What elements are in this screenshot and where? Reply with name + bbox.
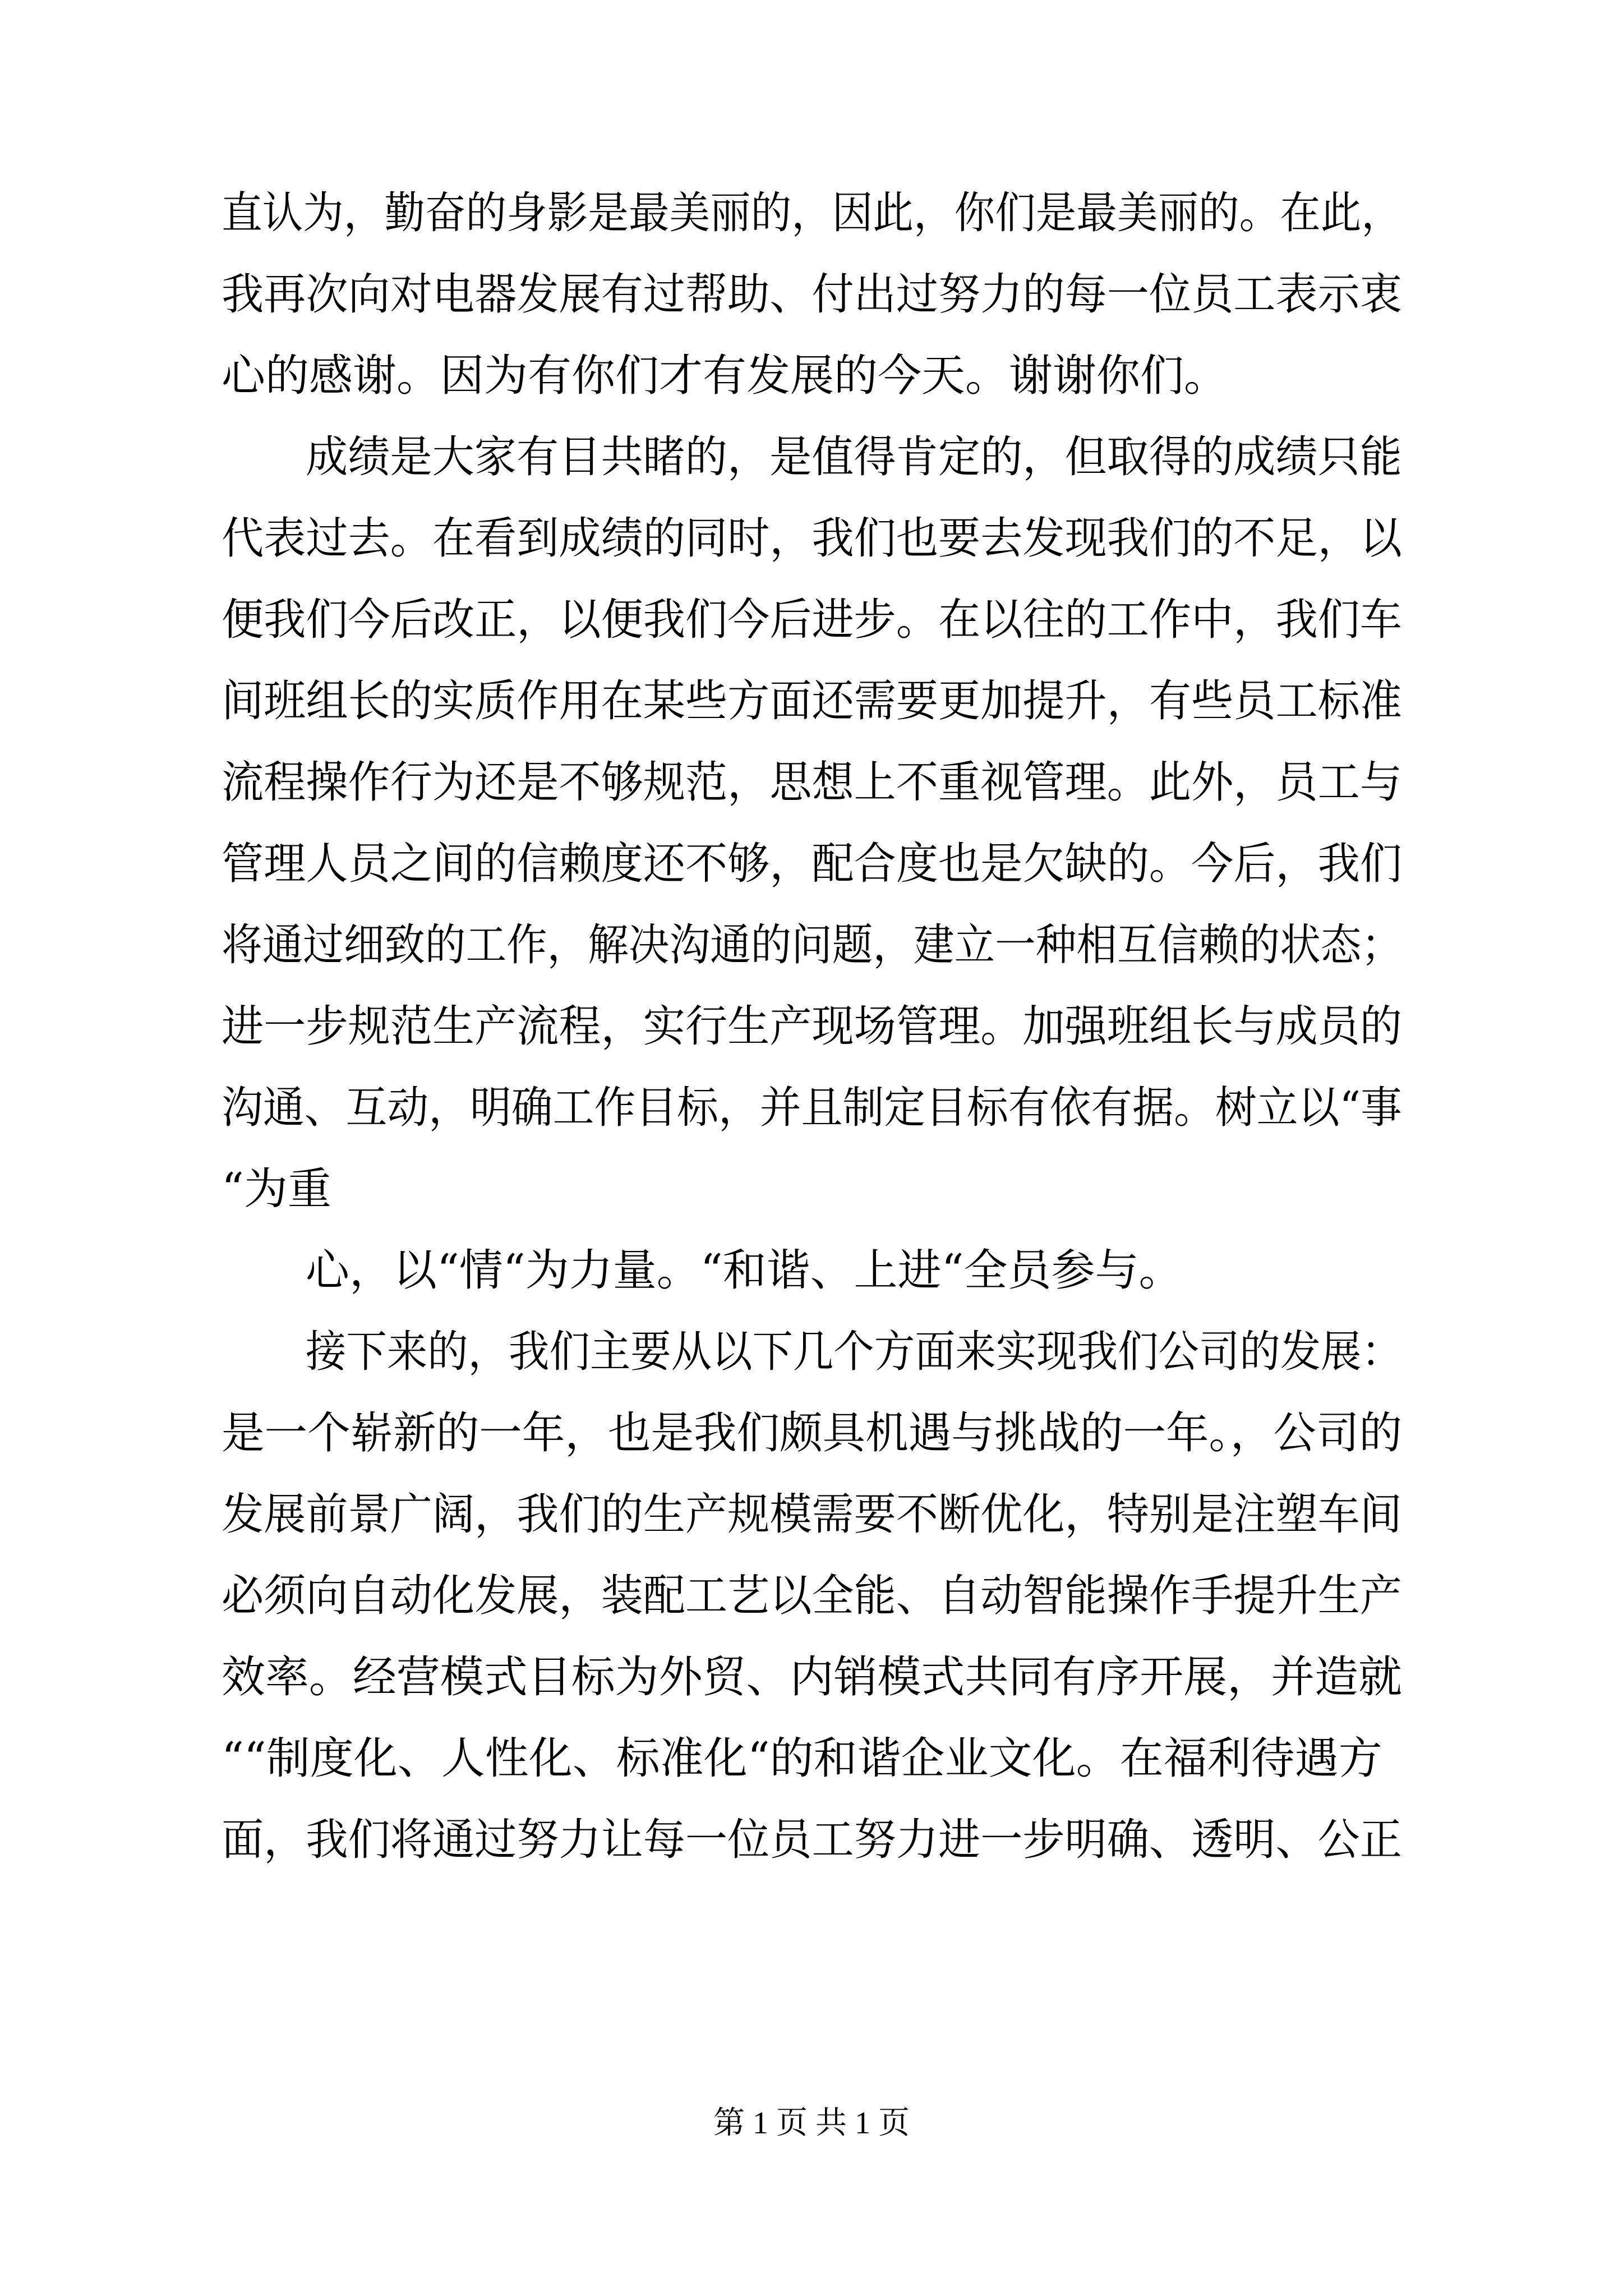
text-line-content: 管理人员之间的信赖度还不够，配合度也是欠缺的。今后，我们 [222,839,1402,889]
text-line-content: 接下来的，我们主要从以下几个方面来实现我们公司的发展： [306,1327,1402,1377]
text-line-content: 必须向自动化发展，装配工艺以全能、自动智能操作手提升生产 [222,1571,1402,1621]
text-line [0,261,1623,328]
text-line [0,586,1623,654]
text-line [0,1644,1623,1711]
text-line-content: 进一步规范生产流程，实行生产现场管理。加强班组长与成员的 [222,1001,1402,1052]
text-line [0,830,1623,898]
text-line-content: 便我们今后改正，以便我们今后进步。在以往的工作中，我们车 [222,595,1402,645]
text-line [0,749,1623,816]
text-line-content: 是一个崭新的一年，也是我们颇具机遇与挑战的一年。，公司的 [222,1408,1402,1458]
text-line-content: 流程操作行为还是不够规范，思想上不重视管理。此外，员工与 [222,757,1402,808]
text-line [0,1074,1623,1142]
text-line [0,1725,1623,1792]
text-line [0,1481,1623,1548]
text-line-content: 我再次向对电器发展有过帮助、付出过努力的每一位员工表示衷 [222,269,1402,320]
text-line [0,1318,1623,1386]
text-line [0,424,1623,491]
text-line [0,912,1623,979]
text-line [0,1156,1623,1223]
text-line-content: 将通过细致的工作，解决沟通的问题，建立一种相互信赖的状态； [222,920,1402,970]
text-line-content: 成绩是大家有目共睹的，是值得肯定的，但取得的成绩只能 [306,432,1402,482]
text-line [0,993,1623,1060]
text-line-content: 效率。经营模式目标为外贸、内销模式共同有序开展，并造就 [222,1652,1402,1703]
text-line [0,1562,1623,1630]
text-line-content: 间班组长的实质作用在某些方面还需要更加提升，有些员工标准 [222,676,1402,726]
text-line [0,1237,1623,1304]
text-line-content: 代表过去。在看到成绩的同时，我们也要去发现我们的不足，以 [222,513,1402,564]
text-line [0,1400,1623,1467]
text-line-content: “为重 [222,1164,331,1214]
text-line [0,180,1623,247]
text-line [0,342,1623,409]
text-line [0,505,1623,572]
text-line-content: 直认为，勤奋的身影是最美丽的，因此，你们是最美丽的。在此， [222,188,1402,238]
text-line-content: 心的感谢。因为有你们才有发展的今天。谢谢你们。 [222,351,1228,401]
text-line-content: 面，我们将通过努力让每一位员工努力进一步明确、透明、公正 [222,1815,1402,1865]
text-line-content: 沟通、互动，明确工作目标，并且制定目标有依有据。树立以“事 [222,1083,1402,1133]
text-line-content: 心，以“情“为力量。“和谐、上进“全员参与。 [306,1245,1183,1296]
text-line-content: 发展前景广阔，我们的生产规模需要不断优化，特别是注塑车间 [222,1489,1402,1540]
text-line-content: ““制度化、人性化、标准化“的和谐企业文化。在福利待遇方 [222,1733,1382,1784]
page-footer: 第 1 页 共 1 页 [713,2106,910,2141]
text-line [0,668,1623,735]
text-line [0,1806,1623,1874]
